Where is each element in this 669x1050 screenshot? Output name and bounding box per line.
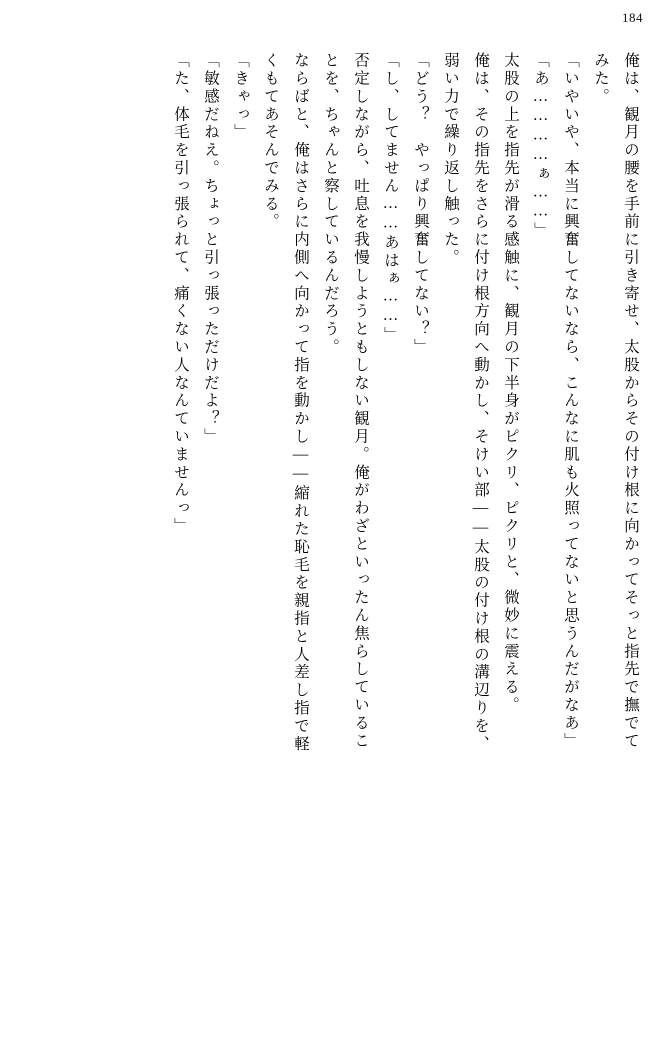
text-line: 「あ…………ぁ……」 <box>532 52 549 240</box>
text-line: 弱い力で繰り返し触った。 <box>442 52 459 267</box>
text-line: 「どう？ やっぱり興奮してない？」 <box>412 52 429 357</box>
text-line: 「敏感だねえ。ちょっと引っ張っただけだよ？」 <box>202 52 219 446</box>
text-line: 「た、体毛を引っ張られて、痛くない人なんていませんっ」 <box>172 52 189 536</box>
text-line: 否定しながら、吐息を我慢しようともしない観月。俺がわざといったん焦らしているこ <box>352 52 369 751</box>
text-line: とを、ちゃんと察しているんだろう。 <box>322 52 339 357</box>
vertical-text-body <box>26 52 645 1010</box>
text-line: 俺は、その指先をさらに付け根方向へ動かし、そけい部――太股の付け根の溝辺りを、 <box>472 52 489 754</box>
text-line: 俺は、観月の腰を手前に引き寄せ、太股からその付け根に向かってそっと指先で撫でて <box>622 52 639 751</box>
page-number: 184 <box>622 10 643 25</box>
text-line: 太股の上を指先が滑る感触に、観月の下半身がピクリ、ピクリと、微妙に震える。 <box>502 52 519 715</box>
text-line: くもてあそんでみる。 <box>262 52 279 231</box>
text-line: ならばと、俺はさらに内側へ向かって指を動かし――縮れた恥毛を親指と人差し指で軽 <box>292 52 309 754</box>
text-line: みた。 <box>592 52 609 106</box>
text-line: 「し、してません……あはぁ……」 <box>382 52 399 345</box>
text-line: 「きゃっ」 <box>232 52 249 142</box>
text-line: 「いやいや、本当に興奮してないなら、こんなに肌も火照ってないと思うんだがなあ」 <box>562 52 579 751</box>
